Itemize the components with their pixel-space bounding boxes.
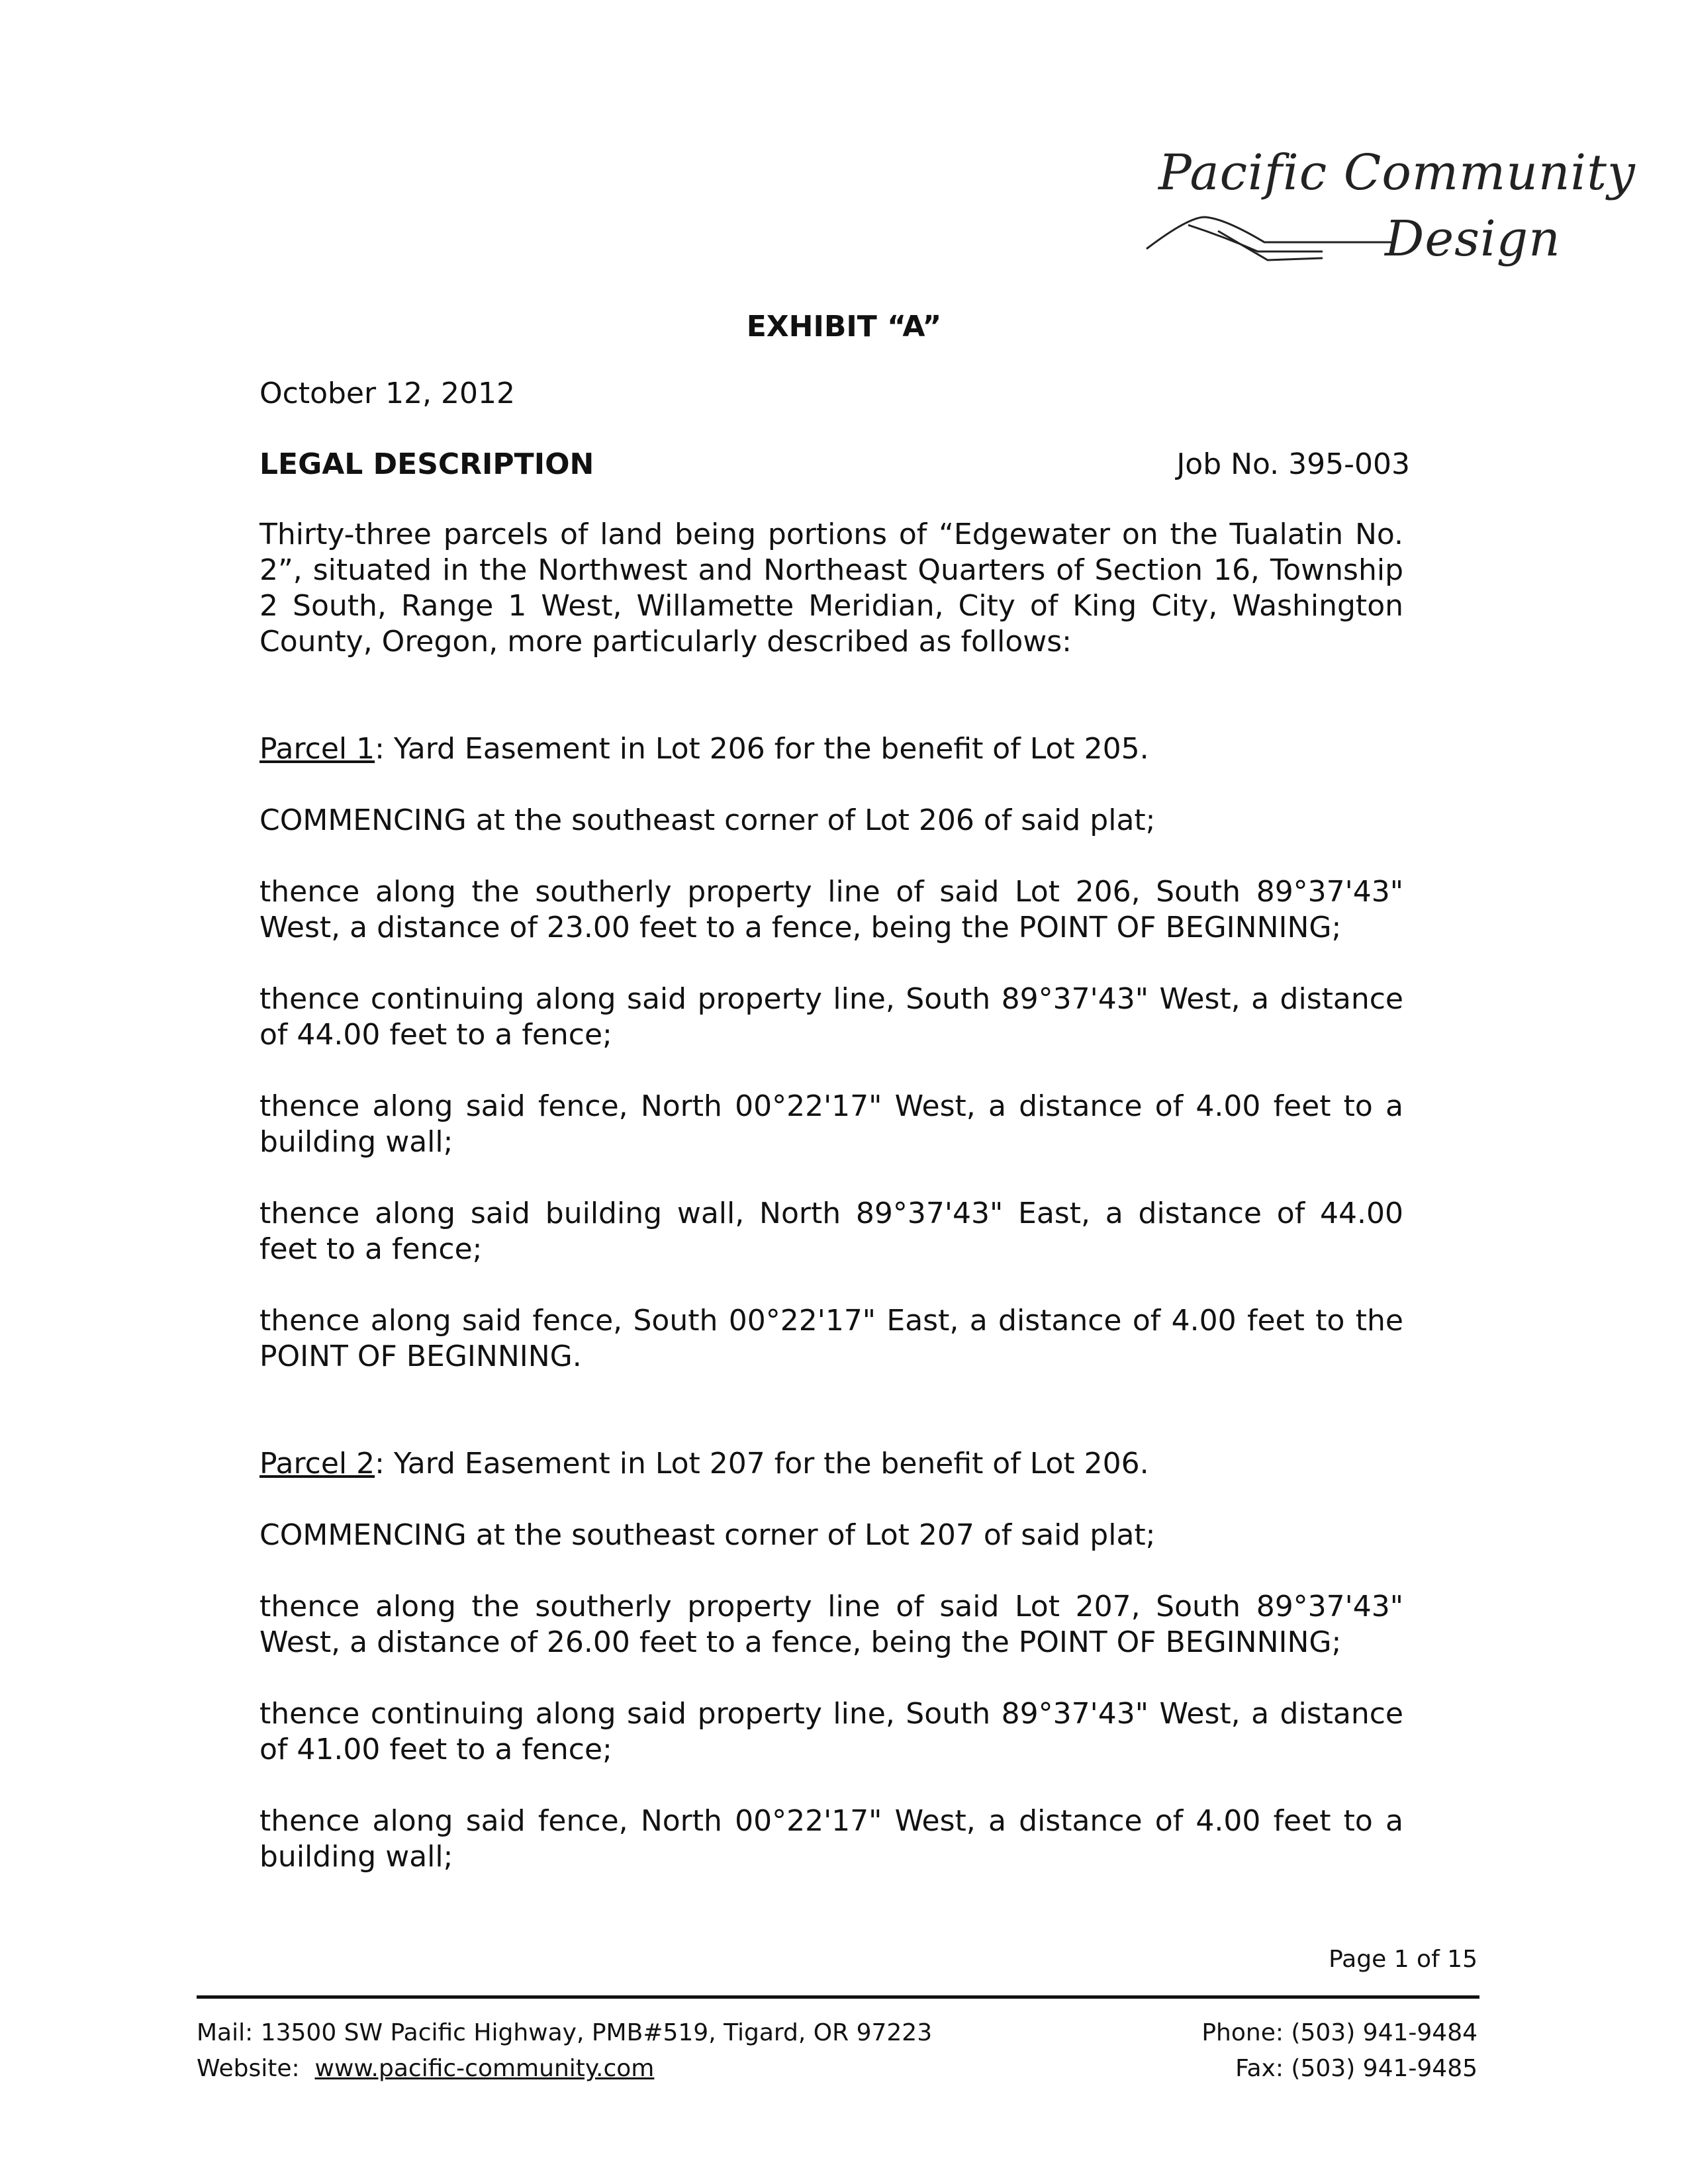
page-number: Page 1 of 15 [1329, 1946, 1477, 1973]
footer-website-link[interactable]: www.pacific-community.com [314, 2055, 655, 2082]
parcel-title: : Yard Easement in Lot 206 for the benefit of Lot 205. [375, 732, 1149, 766]
document-body [259, 376, 1410, 1911]
footer-phone: Phone: (503) 941-9484 [1201, 2019, 1477, 2046]
logo-line-2: Design [1385, 210, 1561, 267]
logo-line-1: Pacific Community [1158, 144, 1636, 201]
footer-mail-address: Mail: 13500 SW Pacific Highway, PMB#519, Tigard, OR 97223 [197, 2019, 933, 2046]
parcel-paragraph: thence along the southerly property line of said Lot 206, South 89°37'43" West, a distance of 23.00 feet to a fence, being the POINT OF BEGINNING; [259, 875, 1403, 944]
parcel-paragraph: thence along said fence, South 00°22'17" East, a distance of 4.00 feet to the POINT OF BEGINNING. [259, 1304, 1403, 1373]
parcel-paragraph: COMMENCING at the southeast corner of Lot 206 of said plat; [259, 803, 1156, 837]
parcel-label: Parcel 2 [259, 1447, 375, 1480]
exhibit-heading: EXHIBIT “A” [746, 310, 942, 343]
intro-paragraph: Thirty-three parcels of land being portions of “Edgewater on the Tualatin No. 2”, situated in the Northwest and Northeast Quarters of Section 16, Township 2 South, Range 1 West, Willamette Meridian, City of King City, Washington County, Oregon, more particularly described as follows: [259, 518, 1403, 659]
company-logo [1125, 144, 1636, 277]
footer-website-line [197, 2051, 932, 2087]
parcel-paragraph: thence continuing along said property line, South 89°37'43" West, a distance of 44.00 feet to a fence; [259, 982, 1403, 1052]
parcel-paragraph: thence along said fence, North 00°22'17" West, a distance of 4.00 feet to a building wall; [259, 1089, 1403, 1159]
footer-contact-right [1201, 2015, 1477, 2087]
parcel-heading [259, 1446, 1403, 1482]
parcel-title: : Yard Easement in Lot 207 for the benefit of Lot 206. [375, 1447, 1149, 1480]
parcel-paragraph: COMMENCING at the southeast corner of Lot 207 of said plat; [259, 1518, 1156, 1552]
parcel-label: Parcel 1 [259, 732, 375, 766]
legal-heading-row [259, 447, 1410, 481]
parcel-heading [259, 731, 1403, 767]
legal-description-title: LEGAL DESCRIPTION [259, 447, 594, 481]
footer-divider [197, 1995, 1479, 1999]
footer-website-label: Website: [197, 2055, 315, 2082]
parcel-paragraph: thence along said fence, North 00°22'17" West, a distance of 4.00 feet to a building wall; [259, 1804, 1403, 1874]
parcel-paragraph: thence along the southerly property line of said Lot 207, South 89°37'43" West, a distance of 26.00 feet to a fence, being the POINT OF BEGINNING; [259, 1590, 1403, 1659]
footer-fax: Fax: (503) 941-9485 [1235, 2055, 1477, 2082]
job-number: Job No. 395-003 [1176, 447, 1410, 481]
document-date: October 12, 2012 [259, 377, 516, 410]
parcel-paragraph: thence along said building wall, North 89°37'43" East, a distance of 44.00 feet to a fence; [259, 1197, 1403, 1266]
footer-contact-left [197, 2015, 932, 2087]
parcel-paragraph: thence continuing along said property line, South 89°37'43" West, a distance of 41.00 feet to a fence; [259, 1697, 1403, 1766]
